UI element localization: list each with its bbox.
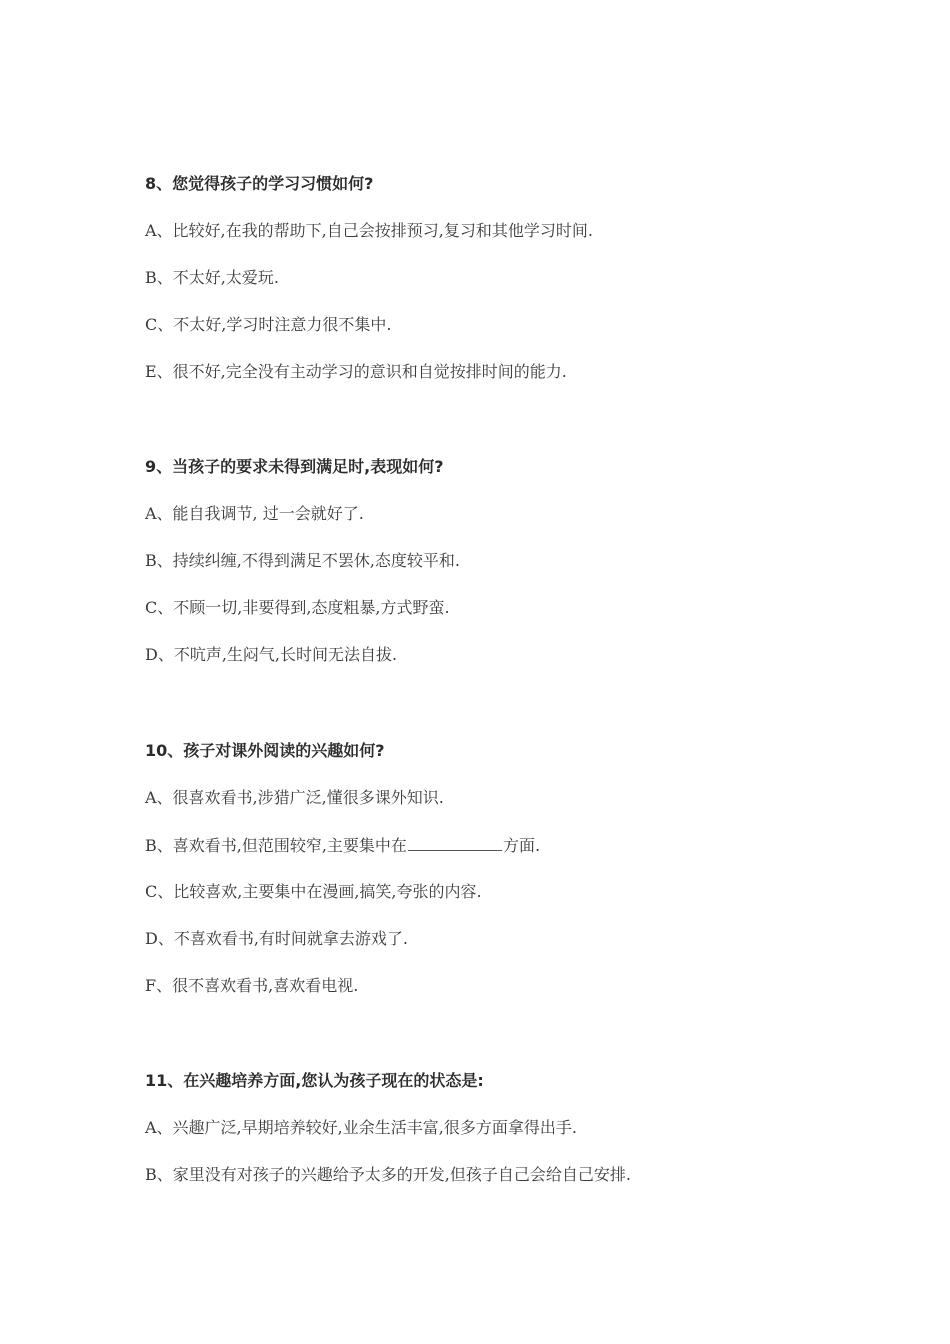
fill-in-blank xyxy=(408,835,502,851)
option-b: B、家里没有对孩子的兴趣给予太多的开发,但孩子自己会给自己安排. xyxy=(145,1165,631,1184)
option-b-text-after: 方面. xyxy=(502,836,541,855)
option-b xyxy=(145,835,905,855)
option-a: A、能自我调节, 过一会就好了. xyxy=(145,504,364,523)
option-d: D、不喜欢看书,有时间就拿去游戏了. xyxy=(145,929,409,948)
question-10 xyxy=(145,741,905,1023)
option-a: A、兴趣广泛,早期培养较好,业余生活丰富,很多方面拿得出手. xyxy=(145,1118,577,1137)
option-c: C、比较喜欢,主要集中在漫画,搞笑,夸张的内容. xyxy=(145,882,482,901)
option-e: E、很不好,完全没有主动学习的意识和自觉按排时间的能力. xyxy=(145,362,567,381)
question-title: 11、在兴趣培养方面,您认为孩子现在的状态是: xyxy=(145,1071,484,1090)
option-d: D、不吭声,生闷气,长时间无法自拔. xyxy=(145,645,398,664)
option-f: F、很不喜欢看书,喜欢看电视. xyxy=(145,976,359,995)
option-b: B、不太好,太爱玩. xyxy=(145,268,279,287)
question-title: 10、孩子对课外阅读的兴趣如何? xyxy=(145,741,385,760)
question-11 xyxy=(145,1071,905,1212)
option-c: C、不太好,学习时注意力很不集中. xyxy=(145,315,392,334)
option-a: A、比较好,在我的帮助下,自己会按排预习,复习和其他学习时间. xyxy=(145,221,593,240)
option-c: C、不顾一切,非要得到,态度粗暴,方式野蛮. xyxy=(145,598,450,617)
option-b: B、持续纠缠,不得到满足不罢休,态度较平和. xyxy=(145,551,461,570)
question-title: 8、您觉得孩子的学习习惯如何? xyxy=(145,174,374,193)
option-b-text-before: B、喜欢看书,但范围较窄,主要集中在 xyxy=(145,836,407,855)
question-title: 9、当孩子的要求未得到满足时,表现如何? xyxy=(145,457,444,476)
question-8 xyxy=(145,174,905,409)
option-a: A、很喜欢看书,涉猎广泛,懂很多课外知识. xyxy=(145,788,444,807)
question-9 xyxy=(145,457,905,692)
